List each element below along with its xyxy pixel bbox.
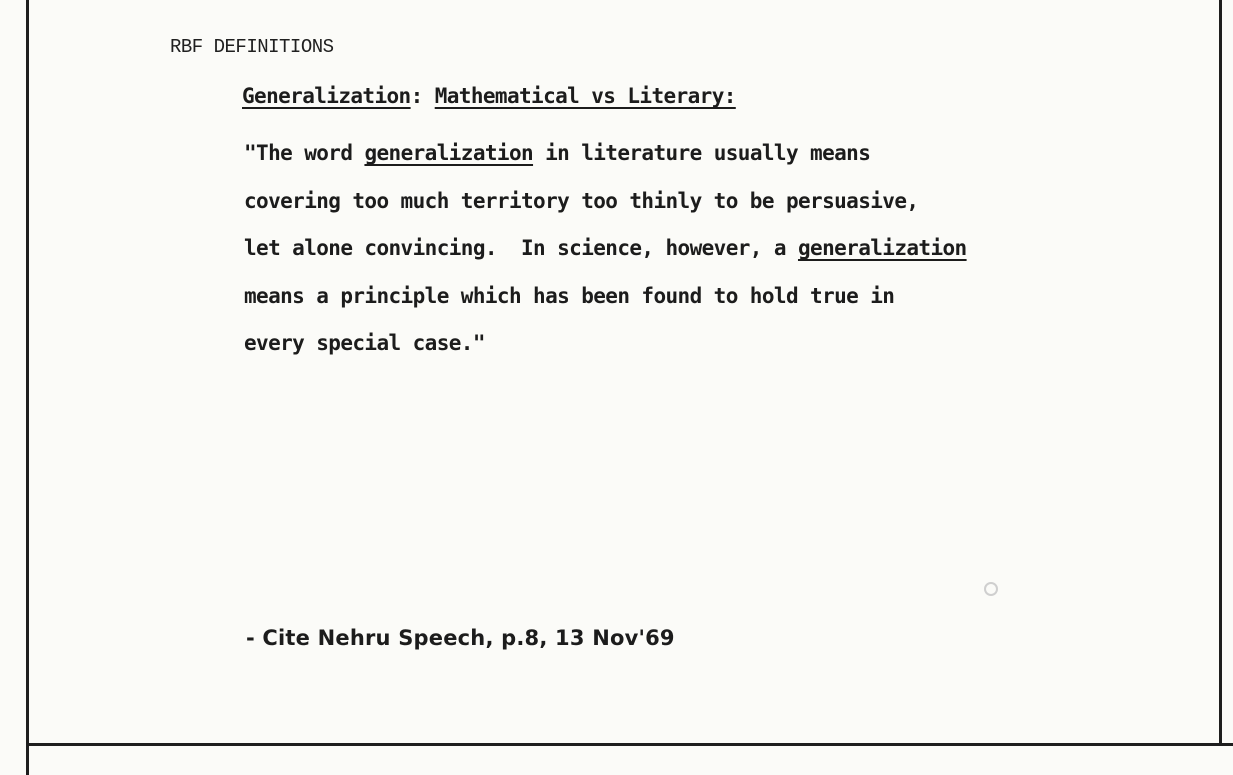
definition-topic bbox=[242, 84, 736, 108]
quote-line-1 bbox=[244, 130, 1144, 178]
paper-hole-mark bbox=[984, 582, 998, 596]
next-card-edge bbox=[26, 746, 29, 775]
quote-line-4: means a principle which has been found to hold true in bbox=[244, 283, 895, 308]
card-heading: RBF DEFINITIONS bbox=[170, 36, 334, 58]
definition-quote bbox=[244, 130, 1144, 368]
quote-text: "The word bbox=[244, 141, 365, 165]
quote-line-2: covering too much territory too thinly to be persuasive, bbox=[244, 188, 919, 213]
quote-line-5: every special case." bbox=[244, 331, 485, 355]
quote-line-3 bbox=[244, 225, 1144, 273]
quote-underlined-term: generalization bbox=[797, 236, 967, 260]
citation: - Cite Nehru Speech, p.8, 13 Nov'69 bbox=[246, 626, 675, 650]
quote-underlined-term: generalization bbox=[364, 141, 534, 165]
quote-text: let alone convincing. In science, however, a bbox=[244, 236, 798, 260]
topic-term: Generalization bbox=[242, 84, 411, 108]
topic-separator: : bbox=[410, 84, 435, 108]
card-bottom-rule bbox=[26, 743, 1233, 746]
quote-text: in literature usually means bbox=[533, 141, 871, 165]
topic-subtitle: Mathematical vs Literary: bbox=[434, 84, 736, 108]
